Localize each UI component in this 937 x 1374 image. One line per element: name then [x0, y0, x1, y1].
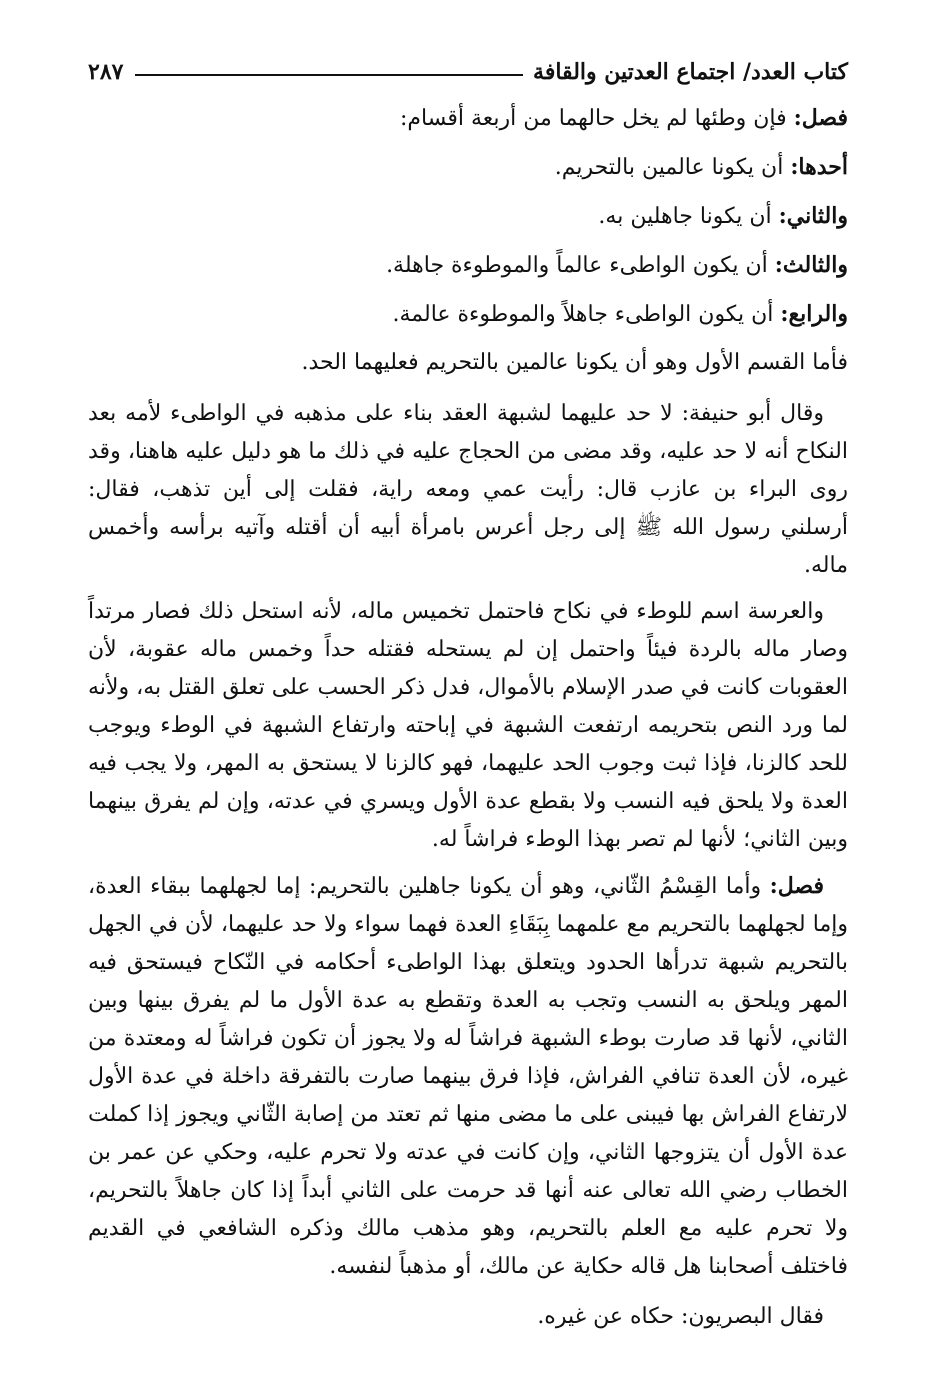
case-label: أحدها:: [790, 154, 848, 180]
first-case-ruling: فأما القسم الأول وهو أن يكونا عالمين بالتحريم فعليهما الحد.: [301, 350, 848, 375]
case-text: أن يكون الواطىء جاهلاً والموطوءة عالمة.: [392, 302, 781, 327]
section-two-text: وأما القِسْمُ الثّاني، وهو أن يكونا جاهلين بالتحريم: إما لجهلهما ببقاء العدة، وإما لجهلهما بالتحريم مع علمهما بِبَقَاءِ العدة فهما سواء ولا حد عليهما، لأن في الجهل بالتحريم شبهة تدرأها الحدود ويتعلق بهذا الواطىء أحكامه في النّكاح فيستحق فيه المهر ويلحق به النسب وتجب به العدة وتقطع به عدة الأول ما لم يفرق بينها وبين الثاني، لأنها قد صارت بوطء الشبهة فراشاً له ولا يجوز أن تكون فراشاً له ومعتدة من غيره، لأن العدة تنافي الفراش، فإذا فرق بينهما صارت بالتفرقة داخلة في عدة الأول لارتفاع الفراش بها فيبنى على ما مضى منها ثم تعتد من إصابة الثّاني ويجوز إذا كملت عدة الأول أن يتزوجها الثاني، وإن كانت في عدته ولا تحرم عليه، وحكي عن عمر بن الخطاب رضي الله تعالى عنه أنها قد حرمت على الثاني أبداً إذا كان جاهلاً بالتحريم، ولا تحرم عليه مع العلم بالتحريم، وهو مذهب مالك وذكره الشافعي في القديم فاختلف أصحابنا هل قاله حكاية عن مالك، أو مذهباً لنفسه.: [88, 874, 848, 1279]
case-text: أن يكونا عالمين بالتحريم.: [554, 155, 791, 180]
section-one-heading: [88, 94, 848, 143]
case-label: والثاني:: [778, 203, 848, 229]
section-one-heading-block: [88, 94, 848, 387]
case-text: أن يكون الواطىء عالماً والموطوءة جاهلة.: [386, 253, 775, 278]
book-title: كتاب العدد/ اجتماع العدتين والقافة: [533, 59, 848, 85]
case-text: أن يكونا جاهلين به.: [598, 204, 779, 229]
case-label: والثالث:: [774, 252, 848, 278]
running-head: [88, 52, 848, 92]
case-label: والرابع:: [780, 301, 848, 327]
section-label: فصل:: [769, 873, 824, 899]
body-paragraph: والعرسة اسم للوطء في نكاح فاحتمل تخميس ماله، لأنه استحل ذلك فصار مرتداً وصار ماله بالردة فيئاً واحتمل إن لم يستحله فقتله حداً وخمس ماله عقوبة، لأن العقوبات كانت في صدر الإسلام بالأموال، فدل ذكر الحسب على تعلق القتل به، ولأنه لما ورد النص بتحريمه ارتفعت الشبهة في إباحته وارتفاع الشبهة في الوطء ويوجب للحد كالزنا، فإذا ثبت وجوب الحد عليهما، فهو كالزنا لا يستحق به المهر، ولا يجب فيه العدة ولا يلحق فيه النسب ولا بقطع عدة الأول ويسري في عدته، وإن لم يفرق بينهما وبين الثاني؛ لأنها لم تصر بهذا الوطء فراشاً له.: [88, 599, 848, 852]
section-two-paragraph: [88, 867, 848, 1286]
case-item: [88, 290, 848, 339]
book-page: [88, 52, 848, 1358]
closing-line: فقال البصريون: حكاه عن غيره.: [537, 1304, 824, 1329]
section-heading-text: فإن وطئها لم يخل حالهما من أربعة أقسام:: [399, 106, 794, 131]
page-number: ٢٨٧: [88, 59, 124, 85]
header-rule: [135, 74, 523, 76]
body-paragraph: وقال أبو حنيفة: لا حد عليهما لشبهة العقد بناء على مذهبه في الواطىء لأمه بعد النكاح أنه لا حد عليه، وقد مضى من الحجاج عليه في ذلك ما هو دليل عليه هاهنا، وقد روى البراء بن عازب قال: رأيت عمي ومعه راية، فقلت إلى أين تذهب، فقال: أرسلني رسول الله ﷺ إلى رجل أعرس بامرأة أبيه أن أقتله وآتيه برأسه وأخمس ماله.: [88, 401, 848, 578]
case-item: [88, 241, 848, 290]
section-label: فصل:: [793, 105, 848, 131]
case-item: [88, 192, 848, 241]
case-item: [88, 143, 848, 192]
